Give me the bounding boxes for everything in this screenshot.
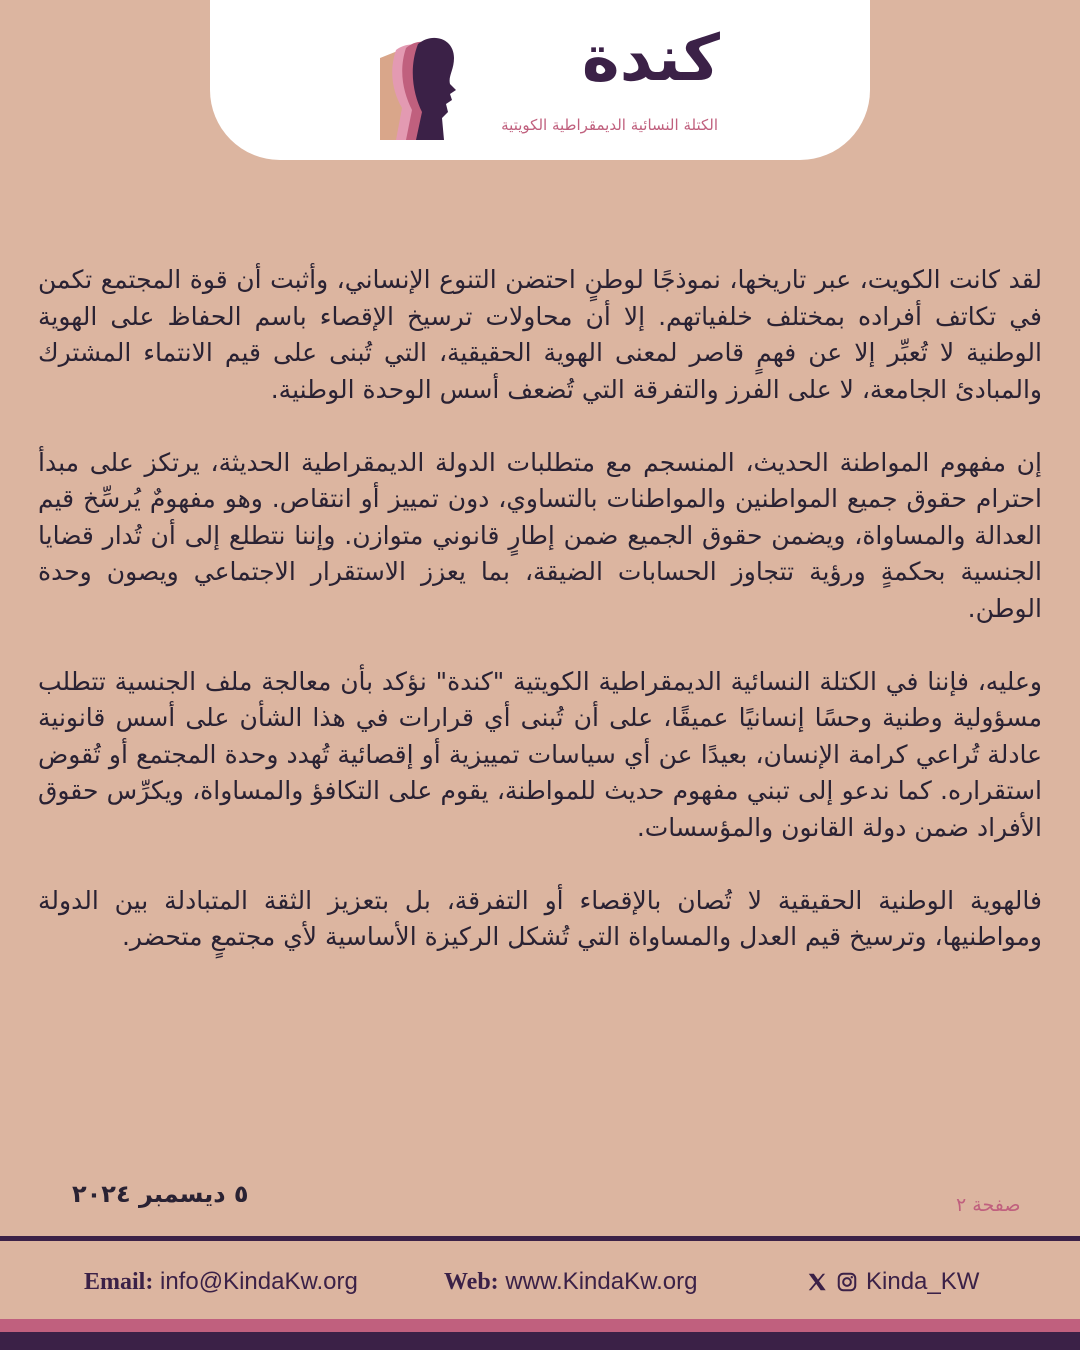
- paragraph: لقد كانت الكويت، عبر تاريخها، نموذجًا لوطنٍ احتضن التنوع الإنساني، وأثبت أن قوة المجتمع تكمن في تكاتف أفراده بمختلف خلفياتهم. إلا أن محاولات ترسيخ الإقصاء باسم الحفاظ على الهوية الوطنية لا تُعبِّر إلا عن فهمٍ قاصر لمعنى الهوية الحقيقية، التي تُبنى على قيم الانتماء المشترك والمبادئ الجامعة، لا على الفرز والتفرقة التي تُضعف أسس الوحدة الوطنية.: [38, 265, 1042, 404]
- footer-email[interactable]: [84, 1268, 358, 1296]
- web-label: Web:: [444, 1269, 499, 1295]
- paragraph: إن مفهوم المواطنة الحديث، المنسجم مع متطلبات الدولة الديمقراطية الحديثة، يرتكز على مبدأ احترام حقوق جميع المواطنين والمواطنات بالتساوي، دون تمييز أو انتقاص. وهو مفهومٌ يُرسِّخ قيم العدالة والمساواة، ويضمن حقوق الجميع ضمن إطارٍ قانوني متوازن. وإننا نتطلع إلى أن تُدار قضايا الجنسية بحكمةٍ ورؤية تتجاوز الحسابات الضيقة، بما يعزز الاستقرار الاجتماعي ويصون وحدة الوطن.: [38, 447, 1042, 623]
- paragraph: وعليه، فإننا في الكتلة النسائية الديمقراطية الكويتية "كندة" نؤكد بأن معالجة ملف الجنسية تتطلب مسؤولية وطنية وحسًا إنسانيًا عميقًا، على أن تُبنى أي قرارات في هذا الشأن على أسس قانونية عادلة تُراعي كرامة الإنسان، بعيدًا عن أي سياسات تمييزية أو إقصائية تُهدد وحدة المجتمع أو تُقوض استقراره. كما ندعو إلى تبني مفهوم حديث للمواطنة، يقوم على التكافؤ والمساواة، ويكرِّس حقوق الأفراد ضمن دولة القانون والمؤسسات.: [38, 666, 1042, 842]
- footer-social[interactable]: [806, 1268, 979, 1296]
- page-number: صفحة ٢: [956, 1194, 1021, 1216]
- footer-band-pink: [0, 1319, 1080, 1332]
- logo: [370, 22, 720, 148]
- logo-word: كندة: [581, 22, 720, 96]
- paragraph: فالهوية الوطنية الحقيقية لا تُصان بالإقصاء أو التفرقة، بل بتعزيز الثقة المتبادلة بين الدولة ومواطنيها، وترسيخ قيم العدل والمساواة التي تُشكل الركيزة الأساسية لأي مجتمعٍ متحضر.: [38, 885, 1042, 951]
- footer: [0, 1241, 1080, 1319]
- statement-date: ٥ ديسمبر ٢٠٢٤: [72, 1180, 249, 1208]
- footer-web[interactable]: [444, 1268, 697, 1296]
- instagram-icon[interactable]: [836, 1271, 858, 1293]
- social-handle[interactable]: Kinda_KW: [866, 1268, 980, 1295]
- x-icon[interactable]: [806, 1271, 828, 1293]
- logo-subtitle: الكتلة النسائية الديمقراطية الكويتية: [501, 116, 718, 134]
- email-value[interactable]: info@KindaKw.org: [160, 1268, 358, 1295]
- footer-band-purple: [0, 1332, 1080, 1350]
- email-label: Email:: [84, 1269, 154, 1295]
- statement-body: [38, 262, 1042, 992]
- logo-profiles-icon: [370, 28, 470, 148]
- web-value[interactable]: www.KindaKw.org: [505, 1268, 698, 1295]
